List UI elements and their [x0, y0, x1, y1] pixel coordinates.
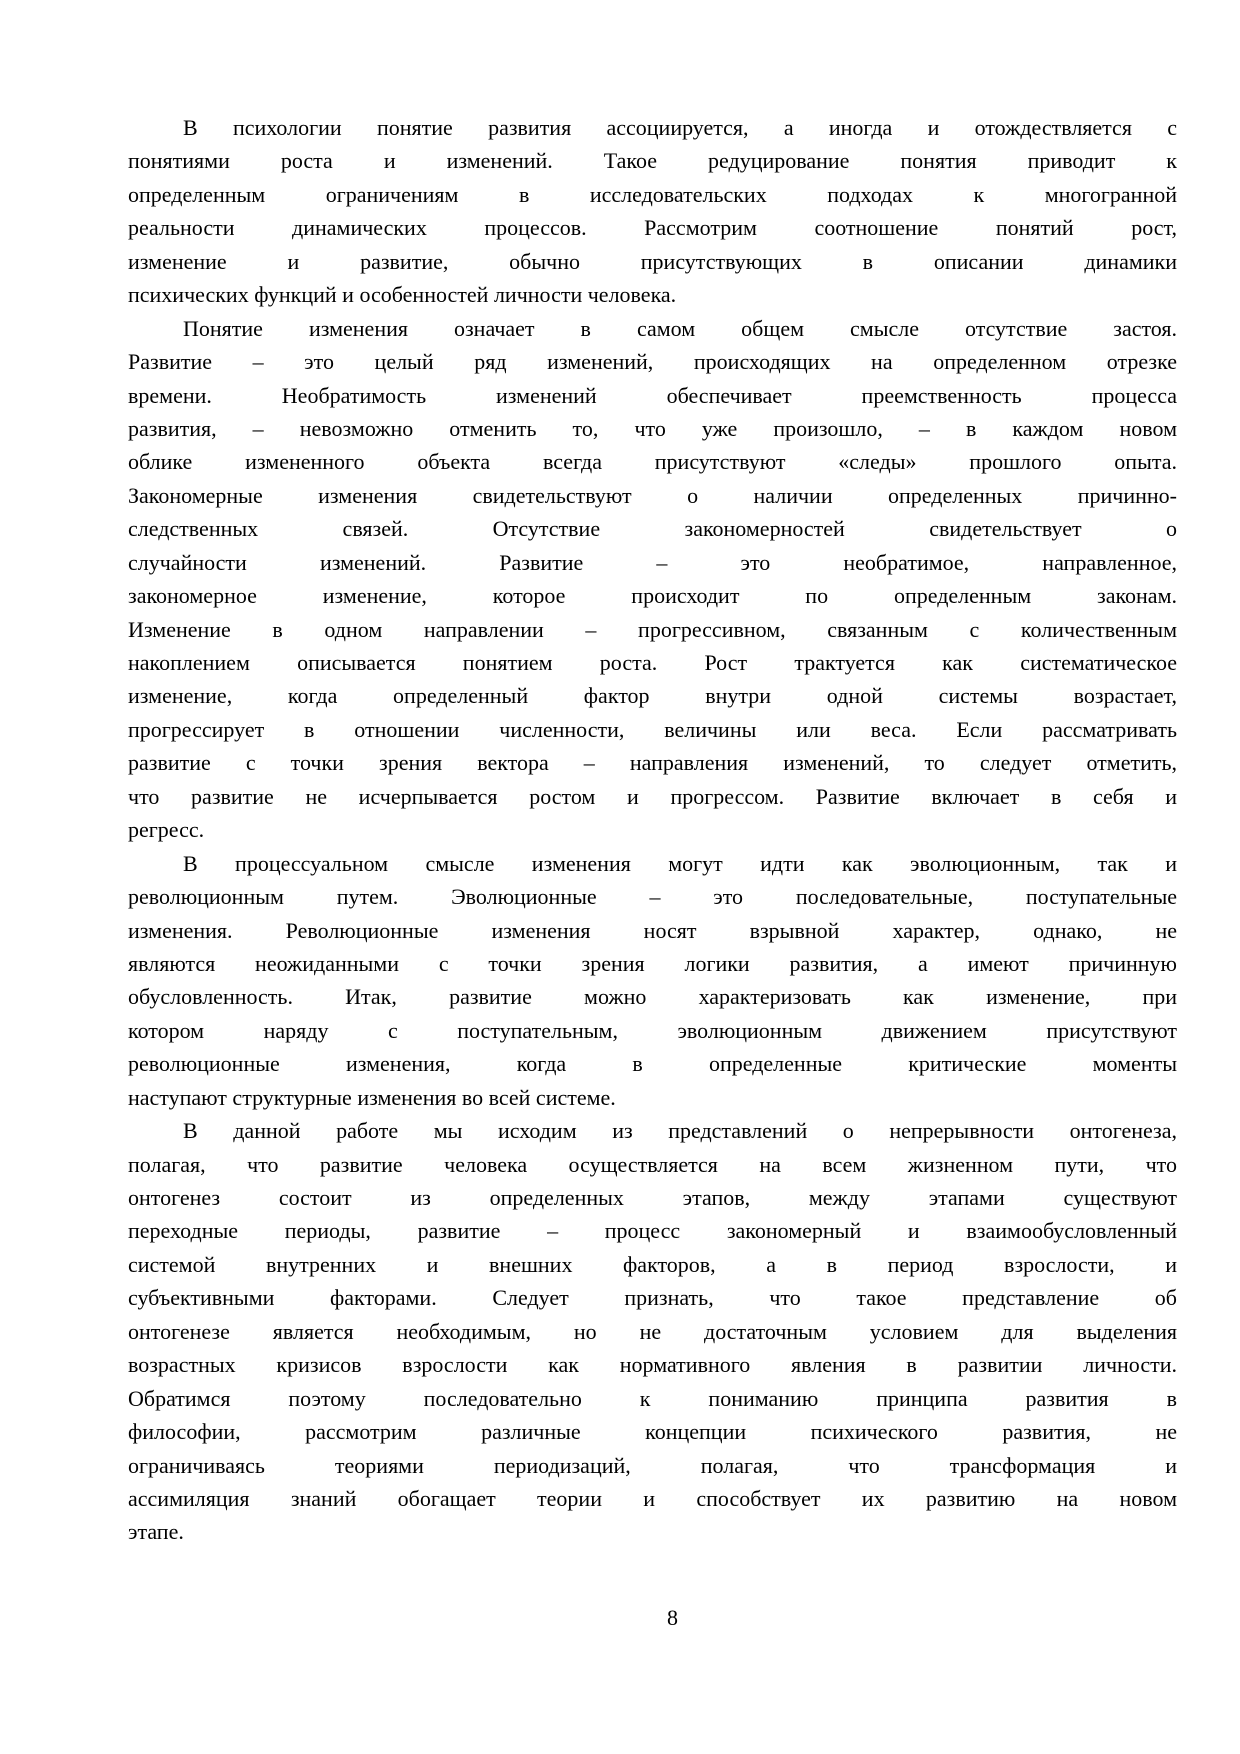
- text-line: прогрессирует в отношении численности, величины или веса. Если рассматривать: [128, 716, 1177, 742]
- text-line: В психологии понятие развития ассоциируется, а иногда и отождествляется с: [183, 115, 1177, 140]
- text-line: обусловленность. Итак, развитие можно характеризовать как изменение, при: [128, 984, 1177, 1010]
- text-line: котором наряду с поступательным, эволюционным движением присутствуют: [128, 1017, 1177, 1043]
- text-line: философии, рассмотрим различные концепции психического развития, не: [128, 1419, 1177, 1445]
- text-line: регресс.: [128, 817, 205, 843]
- text-line: революционным путем. Эволюционные – это последовательные, поступательные: [128, 884, 1177, 910]
- text-line: что развитие не исчерпывается ростом и прогрессом. Развитие включает в себя и: [128, 783, 1177, 809]
- paragraph: [128, 847, 1177, 1115]
- text-line: ассимиляция знаний обогащает теории и способствует их развитию на новом: [128, 1485, 1177, 1511]
- text-line: психических функций и особенностей личности человека.: [128, 282, 677, 308]
- paragraph: [128, 111, 1177, 312]
- text-line: полагая, что развитие человека осуществляется на всем жизненном пути, что: [128, 1151, 1177, 1177]
- text-line: Обратимся поэтому последовательно к пониманию принципа развития в: [128, 1385, 1177, 1411]
- text-line: этапе.: [128, 1519, 184, 1545]
- text-line: облике измененного объекта всегда присутствуют «следы» прошлого опыта.: [128, 449, 1177, 475]
- text-line: являются неожиданными с точки зрения логики развития, а имеют причинную: [128, 950, 1177, 976]
- text-line: онтогенезе является необходимым, но не достаточным условием для выделения: [128, 1318, 1177, 1344]
- text-line: системой внутренних и внешних факторов, а в период взрослости, и: [128, 1251, 1177, 1277]
- text-line: изменения. Революционные изменения носят взрывной характер, однако, не: [128, 917, 1177, 943]
- text-line: следственных связей. Отсутствие закономерностей свидетельствует о: [128, 516, 1177, 542]
- text-line: закономерное изменение, которое происходит по определенным законам.: [128, 583, 1177, 609]
- text-line: времени. Необратимость изменений обеспечивает преемственность процесса: [128, 382, 1177, 408]
- text-line: развития, – невозможно отменить то, что уже произошло, – в каждом новом: [128, 415, 1177, 441]
- page-number: 8: [667, 1605, 678, 1630]
- text-line: В данной работе мы исходим из представлений о непрерывности онтогенеза,: [183, 1118, 1177, 1144]
- text-line: Понятие изменения означает в самом общем смысле отсутствие застоя.: [183, 315, 1177, 341]
- text-line: революционные изменения, когда в определенные критические моменты: [128, 1051, 1177, 1077]
- text-line: переходные периоды, развитие – процесс закономерный и взаимообусловленный: [128, 1218, 1177, 1244]
- text-line: В процессуальном смысле изменения могут идти как эволюционным, так и: [183, 850, 1177, 876]
- text-line: понятиями роста и изменений. Такое редуцирование понятия приводит к: [128, 148, 1177, 174]
- text-line: Закономерные изменения свидетельствуют о наличии определенных причинно-: [128, 482, 1177, 508]
- paragraph: [128, 1114, 1177, 1549]
- text-line: изменение, когда определенный фактор внутри одной системы возрастает,: [128, 683, 1177, 709]
- text-line: субъективными факторами. Следует признать, что такое представление об: [128, 1285, 1177, 1311]
- text-line: накоплением описывается понятием роста. Рост трактуется как систематическое: [128, 650, 1177, 675]
- text-line: реальности динамических процессов. Рассмотрим соотношение понятий рост,: [128, 215, 1177, 241]
- text-line: случайности изменений. Развитие – это необратимое, направленное,: [128, 549, 1177, 575]
- text-line: ограничиваясь теориями периодизаций, полагая, что трансформация и: [128, 1452, 1177, 1478]
- text-line: Развитие – это целый ряд изменений, происходящих на определенном отрезке: [128, 349, 1177, 375]
- text-line: онтогенез состоит из определенных этапов, между этапами существуют: [128, 1185, 1177, 1210]
- body-text: [128, 111, 1177, 1549]
- text-line: определенным ограничениям в исследовательских подходах к многогранной: [128, 181, 1177, 207]
- text-line: развитие с точки зрения вектора – направления изменений, то следует отметить,: [128, 750, 1177, 776]
- text-line: изменение и развитие, обычно присутствующих в описании динамики: [128, 248, 1177, 274]
- text-line: наступают структурные изменения во всей системе.: [128, 1084, 616, 1110]
- paragraph: [128, 312, 1177, 847]
- text-line: Изменение в одном направлении – прогрессивном, связанным с количественным: [128, 616, 1177, 642]
- text-line: возрастных кризисов взрослости как нормативного явления в развитии личности.: [128, 1352, 1177, 1378]
